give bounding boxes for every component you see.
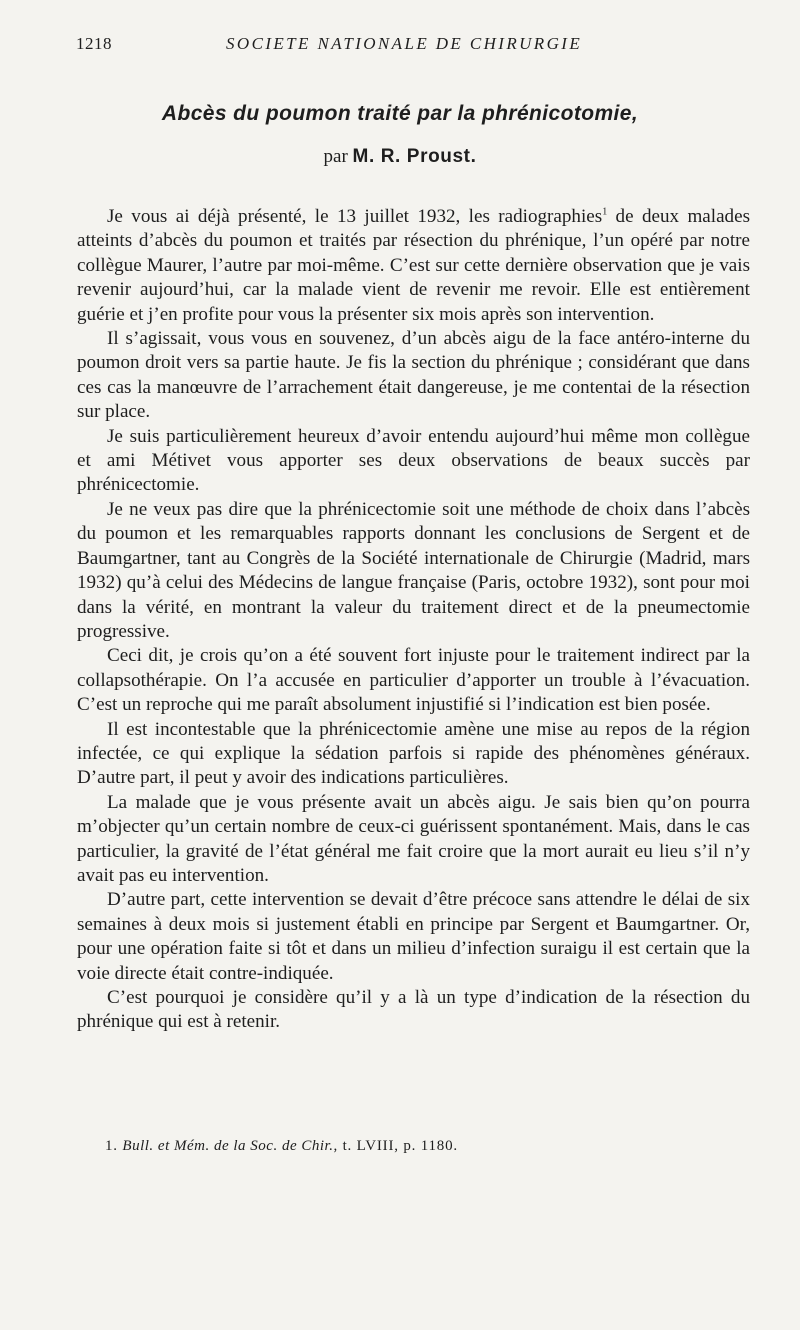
footnote-reference-text: , t. LVIII, p. 1180. xyxy=(333,1138,458,1154)
paragraph-9: C’est pourquoi je considère qu’il y a là un type d’indication de la résection du phrénique qui est à retenir. xyxy=(77,987,750,1033)
paragraph-1-text-before: Je vous ai déjà présenté, le 13 juillet 1932, les radiographies xyxy=(107,206,603,227)
paragraph-4: Je ne veux pas dire que la phrénicectomie soit une méthode de choix dans l’abcès du poumon et les remarquables rapports donnant les conclusions de Sergent et de Baumgartner, tant au Congrès de la Société internationale de Chirurgie (Madrid, mars 1932) qu’à celui des Médecins de langue française (Paris, octobre 1932), sont pour moi dans la vérité, en montrant la valeur du traitement direct et de la pneumectomie progressive. xyxy=(77,498,750,642)
author-name: M. R. Proust. xyxy=(352,146,477,167)
paragraph-5: Ceci dit, je crois qu’on a été souvent fort injuste pour le traitement indirect par la collapsothérapie. On l’a accusée en particulier d’apporter un trouble à l’évacuation. C’est un reproche qui me paraît absolument injustifié si l’indication est bien posée. xyxy=(77,645,750,716)
paragraph-2: Il s’agissait, vous vous en souvenez, d’un abcès aigu de la face antéro-interne du poumon droit vers sa partie haute. Je fis la section du phrénique ; considérant que dans ces cas la manœuvre de l’arrachement était dangereuse, je me contentai de la résection sur place. xyxy=(77,328,750,423)
footnote-mark: 1. xyxy=(105,1138,118,1154)
article-body xyxy=(77,205,750,1035)
footnote-source: Bull. et Mém. de la Soc. de Chir. xyxy=(122,1138,334,1154)
paragraph-7: La malade que je vous présente avait un abcès aigu. Je sais bien qu’on pourra m’objecter qu’un certain nombre de ceux-ci guérissent spontanément. Mais, dans le cas particulier, la gravité de l’état général me fait croire que la mort aurait eu lieu s’il n’y avait pas eu intervention. xyxy=(77,791,750,886)
running-title: SOCIETE NATIONALE DE CHIRURGIE xyxy=(226,34,583,53)
author-prefix: par xyxy=(323,146,348,167)
footnote xyxy=(105,1138,458,1155)
paragraph-3: Je suis particulièrement heureux d’avoir entendu aujourd’hui même mon collègue et ami Métivet vous apporter ses deux observations de beaux succès par phrénicectomie. xyxy=(77,425,750,496)
paragraph-8: D’autre part, cette intervention se devait d’être précoce sans attendre le délai de six semaines à deux mois si justement établi en principe par Sergent et Baumgartner. Or, pour une opération faite si tôt et dans un milieu d’infection suraigu il est certain que la voie directe était contre-indiquée. xyxy=(77,889,750,984)
running-header xyxy=(76,34,740,58)
paragraph-1-text-after: de deux malades atteints d’abcès du poumon et traités par résection du phrénique, l’un opéré par notre collègue Maurer, l’autre par moi-même. C’est sur cette dernière observation que je vais revenir aujourd’hui, car la malade vient de revenir me revoir. Elle est entièrement guérie et j’en profite pour vous la présenter six mois après son intervention. xyxy=(77,206,751,325)
article-title: Abcès du poumon traité par la phrénicotomie, xyxy=(161,102,639,125)
paragraph-1 xyxy=(77,205,750,327)
footnote-reference: 1 xyxy=(602,206,608,218)
author-line xyxy=(0,146,800,168)
page-number: 1218 xyxy=(76,34,112,53)
paragraph-6: Il est incontestable que la phrénicectomie amène une mise au repos de la région infectée, ce qui explique la sédation parfois si rapide des phénomènes généraux. D’autre part, il peut y avoir des indications particulières. xyxy=(77,718,750,789)
